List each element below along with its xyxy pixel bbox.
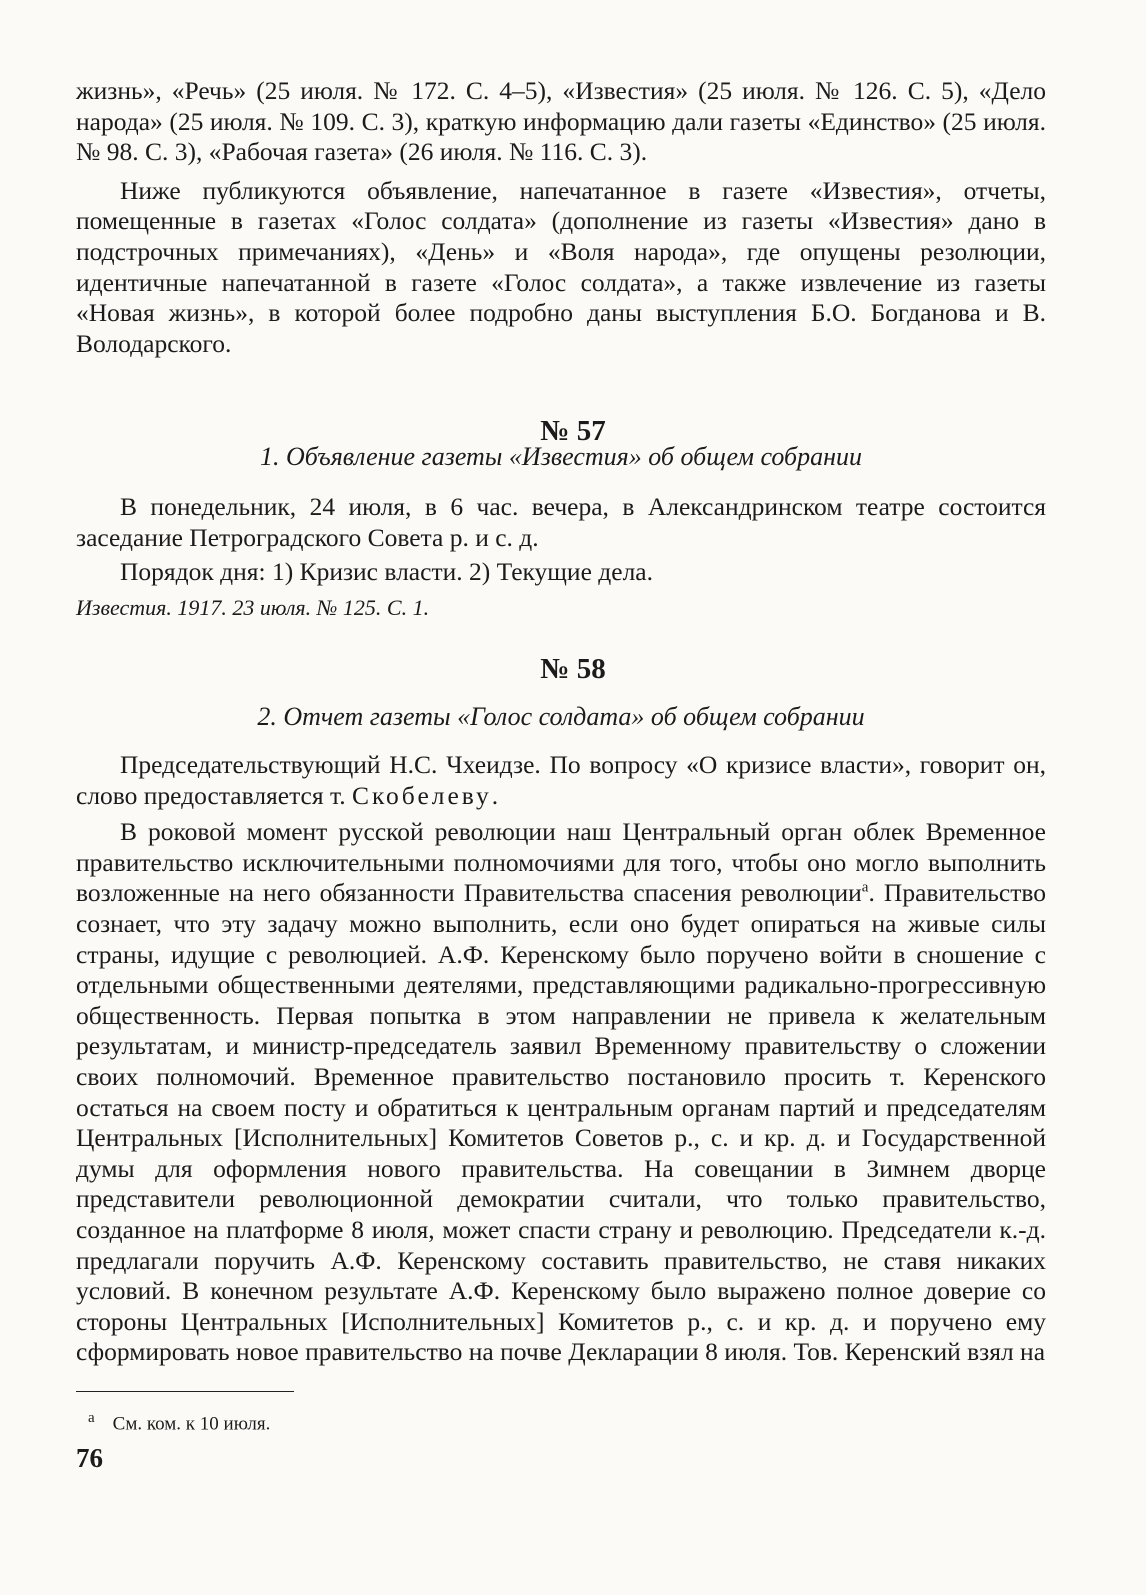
document-57-number: № 57 [540, 415, 606, 447]
footnote-mark: а [88, 1410, 95, 1426]
document-57-title: 1. Объявление газеты «Известия» об общем собрании [260, 442, 862, 471]
speech-start: В роковой момент русской революции наш Центральный орган облек Временное правительство исключительными полномочиями для того, чтобы оно могло выполнить возложенные на него обязанности Правительства спасения революции [76, 817, 1046, 908]
document-58-title: 2. Отчет газеты «Голос солдата» об общем собрании [257, 702, 865, 731]
chairman-statement: Председательствующий Н.С. Чхеидзе. По вопросу «О кризисе власти», говорит он, слово предоставляется т. [76, 750, 1046, 810]
sentence-end: . [491, 780, 499, 810]
page-number: 76 [76, 1443, 103, 1473]
footnote-reference: а [861, 879, 869, 896]
footnote [88, 1406, 270, 1436]
document-58-paragraph-1 [76, 750, 1046, 811]
document-58-number: № 58 [540, 653, 606, 685]
document-57-paragraph-2: Порядок дня: 1) Кризис власти. 2) Текущие дела. [120, 557, 653, 587]
speech-continuation: . Правительство сознает, что эту задачу можно выполнить, если оно будет опираться на живые силы страны, идущие с революцией. А.Ф. Керенскому было поручено войти в сношение с отдельными общественными деятелями, представляющими радикально-прогрессивную общественность. Первая попытка в этом направлении не привела к желательным результатам, и министр-председатель заявил Временному правительству о сложении своих полномочий. Временное правительство постановило просить т. Керенского остаться на своем посту и обратиться к центральным органам партий и председателям Центральных [Исполнительных] Комитетов Советов р., с. и кр. д. и Государственной думы для оформления нового правительства. На совещании в Зимнем дворце представители революционной демократии считали, что только правительство, созданное на платформе 8 июля, может спасти страну и революцию. Председатели к.-д. предлагали поручить А.Ф. Керенскому составить правительство, не ставя никаких условий. В конечном результате А.Ф. Керенскому было выражено полное доверие со стороны Центральных [Исполнительных] Комитетов р., с. и кр. д. и поручено ему сформировать новое правительство на почве Декларации 8 июля. Тов. Керенский взял на [76, 878, 1046, 1367]
document-57-body [76, 492, 1046, 588]
document-57-source: Известия. 1917. 23 июля. № 125. С. 1. [76, 595, 430, 620]
document-58-body [76, 750, 1046, 1368]
speaker-name: Скобелеву [351, 780, 492, 810]
footnote-divider [76, 1391, 294, 1392]
footnote-text: См. ком. к 10 июля. [112, 1413, 271, 1435]
intro-section [76, 76, 1046, 359]
document-58-paragraph-2 [76, 817, 1046, 1368]
document-57-paragraph-1: В понедельник, 24 июля, в 6 час. вечера, в Александринском театре состоится заседание Петроградского Совета р. и с. д. [76, 492, 1046, 552]
intro-paragraph-2: Ниже публикуются объявление, напечатанное в газете «Известия», отчеты, помещенные в газетах «Голос солдата» (дополнение из газеты «Известия» дано в подстрочных примечаниях), «День» и «Воля народа», где опущены резолюции, идентичные напечатанной в газете «Голос солдата», а также извлечение из газеты «Новая жизнь», в которой более подробно даны выступления Б.О. Богданова и В. Володарского. [76, 175, 1046, 358]
intro-paragraph-1: жизнь», «Речь» (25 июля. № 172. С. 4–5), «Известия» (25 июля. № 126. С. 5), «Дело народа» (25 июля. № 109. С. 3), краткую информацию дали газеты «Единство» (25 июля. № 98. С. 3), «Рабочая газета» (26 июля. № 116. С. 3). [76, 76, 1046, 167]
